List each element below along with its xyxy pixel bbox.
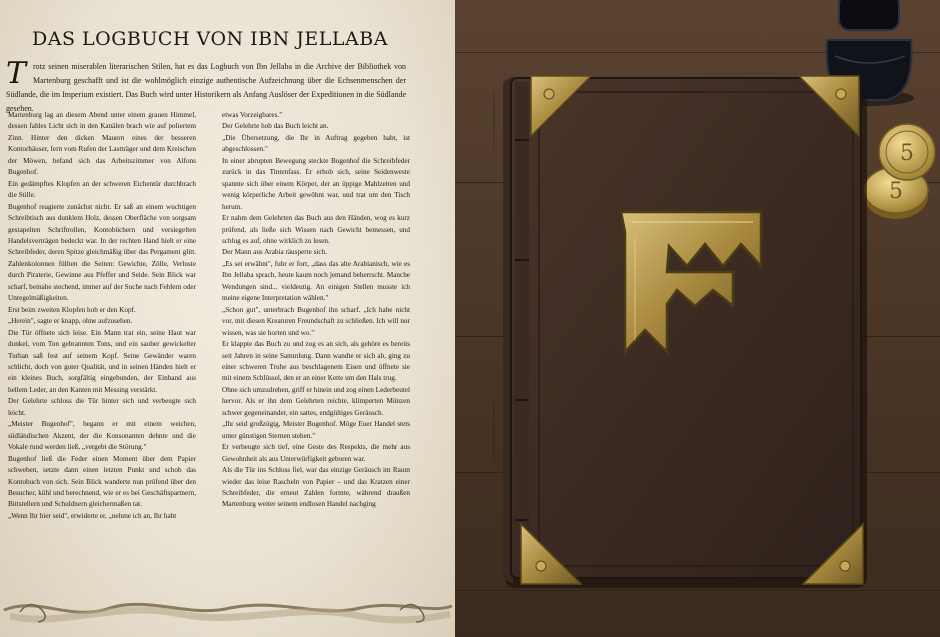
journal-page — [0, 0, 455, 637]
paragraph: „Meister Bugenhof", begann er mit einem weichen, südländischen Akzent, der die Konsonanten dehnte und die Vokale rund werden ließ, „vergebt die Störung." — [8, 420, 196, 452]
paragraph: „Wenn Ihr hier seid", erwiderte er, „nehme ich an, Ihr habt — [8, 511, 177, 520]
paragraph: etwas Vorzeigbares." — [222, 111, 283, 119]
coin-icon — [879, 124, 935, 180]
paragraph: Erst beim zweiten Klopfen hob er den Kopf. — [8, 305, 136, 314]
coin-mark: 5 — [900, 141, 914, 166]
paragraph: Er klappte das Buch zu und zog es an sich, als gehöre es bereits seit Jahren in seine Sammlung. Dann wandte er sich ab, ging zu einer schweren Truhe aus beschlagenem Eisen und öffnete sie mit einem Schlüssel, den er an einer Kette um den Hals trug. — [222, 340, 410, 383]
intro-paragraph — [6, 56, 406, 116]
paragraph: Bugenhof ließ die Feder einen Moment über dem Papier schweben, setzte dann einen letzten Punkt und schob das Kontobuch von sich. Sein Blick wanderte nun prüfend über den Besucher, kühl und berechnend, wie er es bei Geschäftspartnern, Bittstellern und Schuldnern gleichermaßen tat. — [8, 454, 196, 509]
page-title: DAS LOGBUCH VON IBN JELLABA — [32, 28, 388, 50]
rivet-icon — [836, 89, 846, 99]
paragraph: „Schon gut", unterbrach Bugenhof ihn scharf. „Ich habe nicht vor, mit diesen Kreaturen Freundschaft zu schließen. Ich will nur wissen, was sie horten und wo." — [222, 305, 410, 337]
paragraph: „Herein", sagte er knapp, ohne aufzusehen. — [8, 317, 133, 326]
drop-cap: T — [6, 56, 27, 91]
paragraph: Der Mann aus Arabia räusperte sich. — [222, 248, 327, 257]
scene-illustration — [455, 0, 940, 637]
paragraph: „Es sei erwähnt", fuhr er fort, „dass das alte Arabianisch, wie es Ibn Jellaba sprach, heute kaum noch jemand beherrscht. Manche Wendungen sind... vieldeutig. An einigen Stellen musste ich meine eigene Interpretation wählen." — [222, 259, 410, 303]
paragraph: Martenburg lag an diesem Abend unter einem grauen Himmel, dessen fahles Licht sich in den Kanälen brach wie auf poliertem Zinn. Hinter den dicken Mauern eines der besseren Kontorhäuser, fern vom Rufen der Lastträger und dem Kreischen der Möwen, befand sich das Arbeitszimmer von Alfons Bugenhof. — [8, 111, 196, 177]
paragraph: Ein gedämpftes Klopfen an der schweren Eichentür durchbrach die Stille. — [8, 179, 196, 200]
paragraph: Er verbeugte sich tief, eine Geste des Respekts, die mehr aus Gewohnheit als aus Unterwürfigkeit geboren war. — [222, 443, 410, 463]
text-column-right — [222, 110, 410, 511]
paragraph: Ohne sich umzudrehen, griff er hinein und zog einen Lederbeutel hervor. Als er ihn dem Gelehrten reichte, klimperten Münzen schwer gegeneinander, ein sattes, endgültiges Geräusch. — [222, 385, 410, 417]
text-column-left — [8, 110, 196, 522]
paragraph: Die Tür öffnete sich leise. Ein Mann trat ein, seine Haut war dunkel, vom Ton gebrannten Tons, und ein sauber gewickelter Turban saß fest auf seinem Kopf. Seine Gewänder waren schlicht, doch von guter Qualität, und in seinen Händen hielt er ein kleines Buch, sorgfältig eingebunden, der Einband aus hellem Leder, an den Kanten mit Messing verstärkt. — [8, 328, 196, 394]
coin-mark: 5 — [889, 179, 903, 204]
paragraph: Der Gelehrte hob das Buch leicht an. — [222, 122, 329, 131]
rivet-icon — [544, 89, 554, 99]
rivet-icon — [840, 561, 850, 571]
paragraph: „Die Übersetzung, die Ihr in Auftrag gegeben habt, ist abgeschlossen." — [222, 133, 410, 154]
paragraph: In einer abrupten Bewegung steckte Bugenhof die Schreibfeder zurück in das Tintenfass. Er erhob sich, seine Seidenweste spannte sich über einem Körper, der an üppige Mahlzeiten und wenig körperliche Arbeit gewöhnt war, und trat um den Tisch herum. — [222, 156, 410, 211]
paragraph: „Ihr seid großzügig, Meister Bugenhof. Möge Euer Handel stets unter günstigen Sternen stehen." — [222, 420, 410, 440]
scroll-flourish-icon — [0, 588, 455, 637]
intro-text: rotz seinen miserablen literarischen Stilen, hat es das Logbuch von Ibn Jellaba in die Archive der Bibliothek von Martenburg geschafft und ist die wohlmöglich einzige authentische Aufzeichnung über die Echsenmenschen der Südlande, die im Imperium existiert. Das Buch wird unter Historikern als Anfang Auslöser der Expeditionen in die Südlande gesehen. — [6, 62, 406, 113]
paragraph: Als die Tür ins Schloss fiel, war das einzige Geräusch im Raum wieder das leise Rascheln von Papier – und das Kratzen einer Schreibfeder, die erneut Zahlen formte, während draußen Martenburg weiter seinem endlosen Handel nachging — [222, 466, 410, 509]
paragraph: Er nahm dem Gelehrten das Buch aus den Händen, wog es kurz prüfend, als ließe sich Wissen nach Gewicht bemessen, und schlug es auf, ohne wirklich zu lesen. — [222, 214, 410, 245]
paragraph: Der Gelehrte schloss die Tür hinter sich und verbeugte sich leicht. — [8, 397, 196, 417]
paragraph: Bugenhof reagierte zunächst nicht. Er saß an einem wuchtigen Schreibtisch aus dunklem Holz, dessen Oberfläche von sorgsam gestapelten Schriftrollen, Kontobüchern und versiegelten Handelsverträgen bedeckt war. In der rechten Hand hielt er eine Schreibfeder, deren Spitze gleichmäßig über das Pergament glitt. Zahlenkolonnen füllten die Seiten: Gewichte, Zölle, Verluste durch Piraterie, Gewinne aus Pfeffer und Seide. Sein Blick war scharf, beinahe stechend, immer auf der Suche nach Fehlern oder Unregelmäßigkeiten. — [8, 202, 196, 303]
rivet-icon — [536, 561, 546, 571]
leather-book — [503, 76, 867, 588]
desk-scene — [455, 0, 940, 637]
